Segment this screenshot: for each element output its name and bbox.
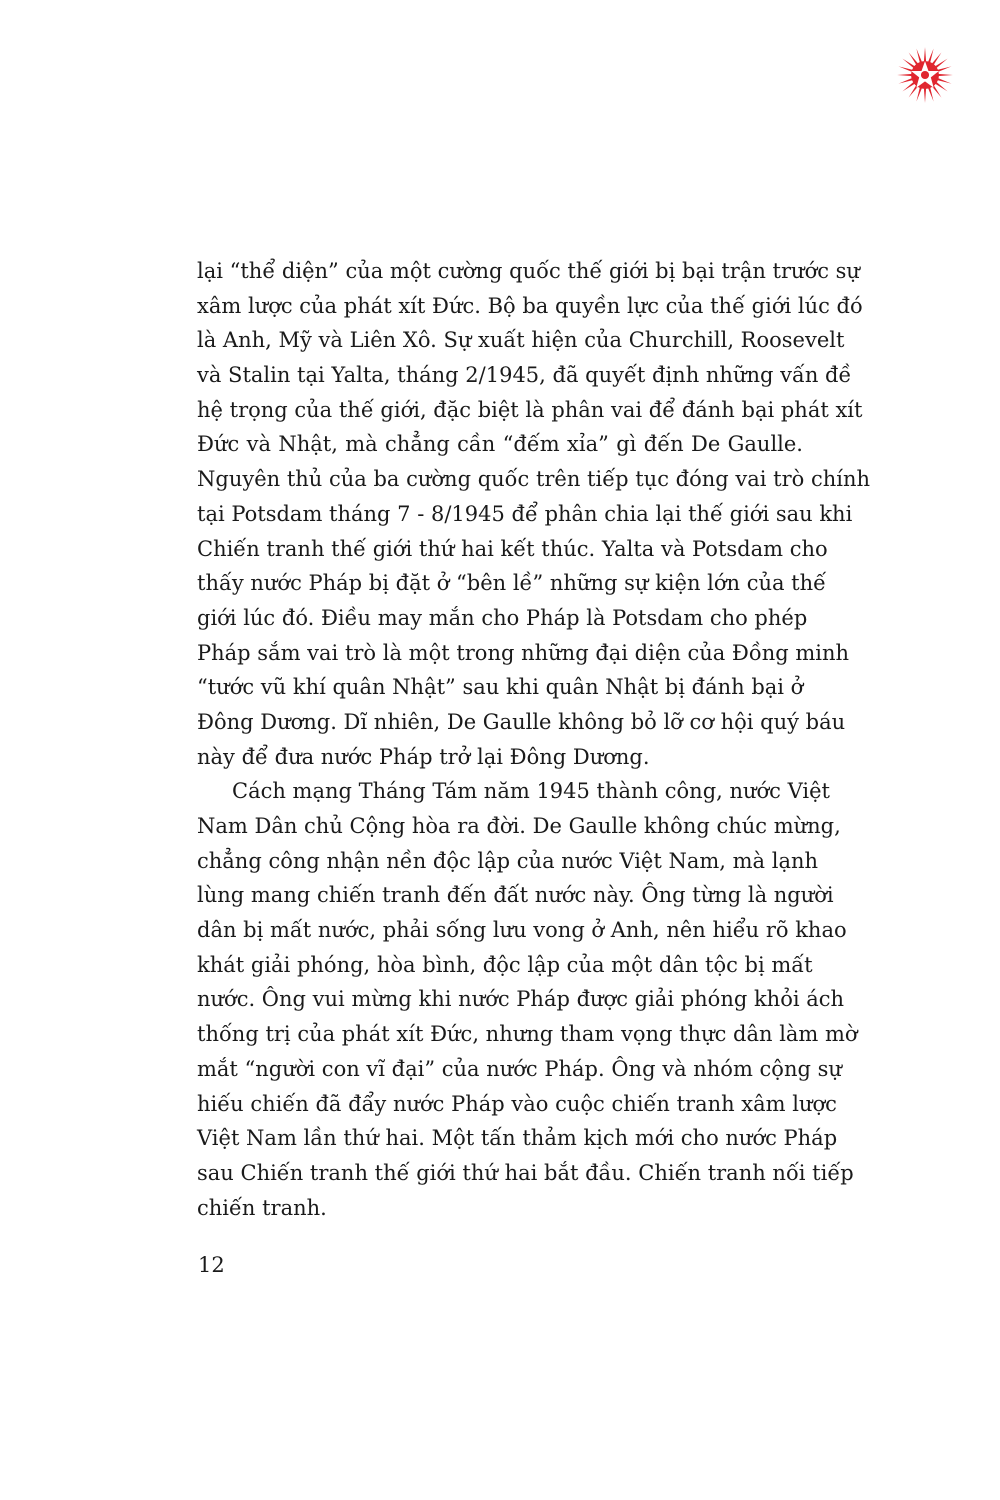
text-line: thấy nước Pháp bị đặt ở “bên lề” những sự kiện lớn của thế	[197, 571, 827, 596]
text-line: chiến tranh.	[197, 1195, 327, 1220]
text-line: lại “thể diện” của một cường quốc thế giới bị bại trận trước sự	[197, 259, 860, 283]
text-line: khát giải phóng, hòa bình, độc lập của một dân tộc bị mất	[197, 952, 813, 977]
text-line: hệ trọng của thế giới, đặc biệt là phân vai để đánh bại phát xít	[197, 397, 863, 422]
text-line: là Anh, Mỹ và Liên Xô. Sự xuất hiện của Churchill, Roosevelt	[197, 328, 845, 353]
text-line: Đông Dương. Dĩ nhiên, De Gaulle không bỏ lỡ cơ hội quý báu	[197, 709, 846, 734]
text-line: và Stalin tại Yalta, tháng 2/1945, đã quyết định những vấn đề	[197, 363, 852, 388]
text-line: Chiến tranh thế giới thứ hai kết thúc. Yalta và Potsdam cho	[197, 536, 828, 561]
text-line: giới lúc đó. Điều may mắn cho Pháp là Potsdam cho phép	[197, 605, 808, 630]
paragraph	[197, 774, 858, 1225]
text-line: thống trị của phát xít Đức, nhưng tham vọng thực dân làm mờ	[197, 1022, 858, 1047]
text-line: dân bị mất nước, phải sống lưu vong ở Anh, nên hiểu rõ khao	[197, 918, 847, 943]
text-line: “tước vũ khí quân Nhật” sau khi quân Nhật bị đánh bại ở	[197, 675, 804, 700]
text-line: nước. Ông vui mừng khi nước Pháp được giải phóng khỏi ách	[197, 987, 845, 1012]
text-line: Cách mạng Tháng Tám năm 1945 thành công, nước Việt	[232, 779, 830, 804]
text-line: tại Potsdam tháng 7 - 8/1945 để phân chia lại thế giới sau khi	[197, 501, 853, 526]
text-line: xâm lược của phát xít Đức. Bộ ba quyền lực của thế giới lúc đó	[197, 293, 863, 318]
text-line: Nam Dân chủ Cộng hòa ra đời. De Gaulle không chúc mừng,	[197, 814, 841, 838]
text-line: chẳng công nhận nền độc lập của nước Việt Nam, mà lạnh	[197, 848, 819, 873]
text-line: Việt Nam lần thứ hai. Một tấn thảm kịch mới cho nước Pháp	[197, 1126, 838, 1151]
text-line: Nguyên thủ của ba cường quốc trên tiếp tục đóng vai trò chính	[197, 467, 870, 492]
text-line: hiếu chiến đã đẩy nước Pháp vào cuộc chiến tranh xâm lược	[197, 1091, 837, 1116]
paragraph	[197, 254, 870, 774]
text-line: sau Chiến tranh thế giới thứ hai bắt đầu. Chiến tranh nối tiếp	[197, 1160, 854, 1185]
main-text	[197, 254, 870, 1225]
star-burst-icon	[896, 46, 954, 104]
page-number: 12	[198, 1253, 225, 1277]
text-line: Đức và Nhật, mà chẳng cần “đếm xỉa” gì đến De Gaulle.	[197, 432, 803, 457]
text-line: mắt “người con vĩ đại” của nước Pháp. Ông và nhóm cộng sự	[197, 1056, 842, 1081]
text-line: Pháp sắm vai trò là một trong những đại diện của Đồng minh	[197, 640, 850, 665]
text-line: này để đưa nước Pháp trở lại Đông Dương.	[197, 744, 650, 769]
text-line: lùng mang chiến tranh đến đất nước này. Ông từng là người	[197, 883, 834, 908]
